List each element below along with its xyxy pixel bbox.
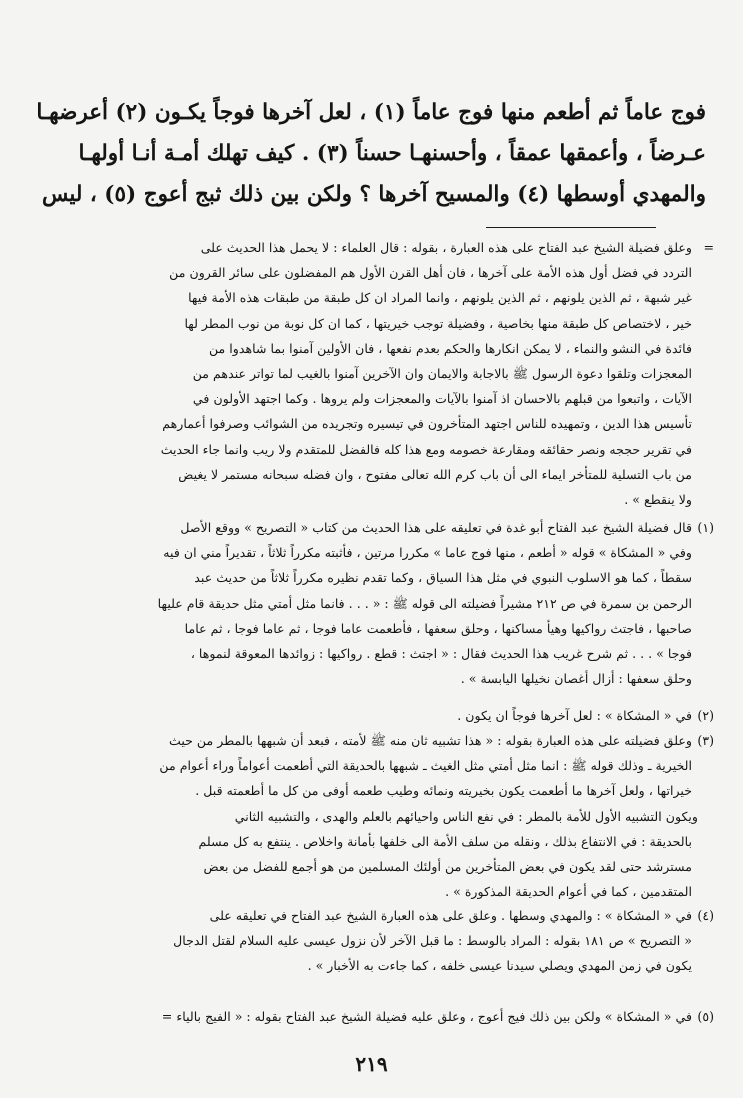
footnote-line: سقطاً ، كما هو الاسلوب النبوي في مثل هذا السياق ، وكما تقدم نظيره مكرراً ثلاثاً من حديث عبد (194, 570, 692, 586)
footnote-line: المعجزات وتلقوا دعوة الرسول ﷺ بالاجابة والايمان وان الآخرين آمنوا بالغيب لما تواتر عندهم من (192, 366, 692, 382)
main-text-line: والمهدي أوسطها (٤) والمسيح آخرها ؟ ولكن بين ذلك ثبج أعوج (٥) ، ليس (41, 182, 706, 207)
footnote-line: تأسيس هذا الدين ، وتمهيده للناس اجتهد المتأخرون في تيسيره وتجريده من الشوائب وصرفوا أعمارهم (162, 416, 692, 432)
footnote-1 (28, 515, 714, 691)
footnote-line: وحلق سعفها : أزال أغصان نخيلها اليابسة » . (460, 671, 692, 687)
footnote-line: (٢)في « المشكاة » : لعل آخرها فوجاً ان يكون . (28, 703, 714, 728)
footnote-line: =وعلق فضيلة الشيخ عبد الفتاح على هذه العبارة ، بقوله : قال العلماء : لا يحمل هذا الحديث على (28, 235, 714, 260)
footnote-line: الخيرية ـ وذلك قوله ﷺ : انما مثل أمتي مثل الغيث ـ شبهها بالحديقة التي أطعمت أعواماً وراء أعوام من (159, 758, 692, 774)
footnote-line: في تقرير حججه ونصر حقائقه ومقارعة خصومه ومع هذا كله فالفضل للمتقدم ولا ريب وانما جاء الحديث (160, 441, 692, 457)
footnote-line: غير شبهة ، ثم الذين يلونهم ، ثم الذين يلونهم ، وانما المراد ان كل طبقة من طبقات هذه الأمة فيها (188, 290, 692, 306)
footnote-line: (٥)في « المشكاة » ولكن بين ذلك فيج أعوج ، وعلق عليه فضيلة الشيخ عبد الفتاح بقوله : « الفيج بالياء = (28, 1004, 714, 1029)
footnote-marker: (٣) (697, 733, 714, 748)
footnote-5 (28, 1004, 714, 1029)
footnote-line: وفي « المشكاة » قوله « أطعم ، منها فوج عاما » مكررا مرتين ، فأثبته مكرراً ثلاثاً ، تقديراً مني ان فيه (163, 545, 692, 561)
footnote-2 (28, 703, 714, 728)
footnote-line: ولا ينقطع » . (624, 492, 692, 508)
footnote-continuation (28, 235, 714, 512)
footnote-3 (28, 728, 714, 904)
main-text-line: عـرضاً ، وأعمقها عمقاً ، وأحسنهـا حسناً (٣) . كيف تهلك أمـة أنـا أولهـا (78, 141, 706, 166)
footnote-line: من باب التسلية للمتأخر ايماء الى أن باب كرم الله تعالى مفتوح ، وان فضله سبحانه مستمر لا يغيض (178, 466, 692, 482)
footnote-line: خيراتها ، ولعل آخرها ما أطعمت يكون بخيريته ونمائه وطيب طعمه أوفى من كل ما أطعمته قبل . (195, 783, 692, 799)
footnote-line: صاحبها ، فاجتث رواكيها وهيأ مساكنها ، وحلق سعفها ، فأطعمت عاما فوجا ، ثم عاما فوجا ، ثم عاما (184, 620, 692, 636)
footnote-line: المتقدمين ، كما في أعوام الحديقة المذكورة » . (445, 884, 692, 900)
footnote-marker: (٢) (697, 708, 714, 723)
footnote-line: (٤)في « المشكاة » : والمهدي وسطها . وعلق على هذه العبارة الشيخ عبد الفتاح في تعليقه على (28, 903, 714, 928)
main-text (36, 92, 706, 215)
footnote-line: ويكون التشبيه الأول للأمة بالمطر : في نفع الناس واحيائهم بالعلم والهدى ، والتشبيه الثاني (234, 808, 698, 824)
continuation-marker: = (703, 240, 714, 255)
footnote-marker: (٤) (697, 908, 714, 923)
footnote-line: يكون في زمن المهدي ويصلي سيدنا عيسى خلفه ، كما جاءت به الأخبار » . (307, 958, 692, 974)
footnote-line: بالحديقة : في الانتفاع بذلك ، ونقله من سلف الأمة الى خلفها بأمانة واخلاص . ينتفع به كل مسلم (198, 833, 692, 849)
footnote-line: الرحمن بن سمرة في ص ٢١٢ مشيراً فضيلته الى قوله ﷺ : « . . . فانما مثل أمتي مثل حديقة قام عليها (157, 595, 692, 611)
footnote-line: (٣)وعلق فضيلته على هذه العبارة بقوله : « هذا تشبيه ثان منه ﷺ لأمته ، فبعد أن شبهها بالمطر من حيث (28, 728, 714, 753)
main-text-line: فوج عاماً ثم أطعم منها فوج عاماً (١) ، لعل آخرها فوجاً يكـون (٢) أعرضهـا (36, 100, 706, 125)
footnote-separator (486, 227, 656, 228)
page-number: ٢١٩ (355, 1052, 388, 1076)
footnote-marker: (١) (697, 520, 714, 535)
footnote-line: فوجا » . . . ثم شرح غريب هذا الحديث فقال : « اجتث : قطع . رواكيها : زوائدها المعوقة لنموها ، (190, 646, 692, 662)
footnote-marker: (٥) (697, 1009, 714, 1024)
footnote-line: خير ، لاختصاص كل طبقة منها بخاصية ، وفضيلة توجب خيريتها ، كما ان كل نوبة من نوب المطر لها (184, 315, 692, 331)
footnote-line: الآيات ، واتبعوا من قبلهم بالاحسان اذ آمنوا بالآيات والمعجزات ولم يروها . وكما اجتهد الأولون في (192, 391, 692, 407)
footnote-line: فائدة في النشو والنماء ، لا يمكن انكارها والحكم بعدم نفعها ، فان الأولين آمنوا بما شاهدوا من (208, 340, 692, 356)
footnote-line: (١)قال فضيلة الشيخ عبد الفتاح أبو غدة في تعليقه على هذا الحديث من كتاب « التصريح » ووقع الأصل (28, 515, 714, 540)
footnote-4 (28, 903, 714, 979)
footnote-line: مسترشد حتى لقد يكون في بعض المتأخرين من أولئك المسلمين من هو أجمع للفضل من بعض (203, 859, 692, 875)
footnote-line: « التصريح » ص ١٨١ بقوله : المراد بالوسط : ما قبل الآخر لأن نزول عيسى عليه السلام لقتل الدجال (173, 933, 692, 949)
footnote-line: التردد في فضل أول هذه الأمة على آخرها ، فان أهل القرن الأول هم المفضلون على سائر القرون من (169, 265, 692, 281)
